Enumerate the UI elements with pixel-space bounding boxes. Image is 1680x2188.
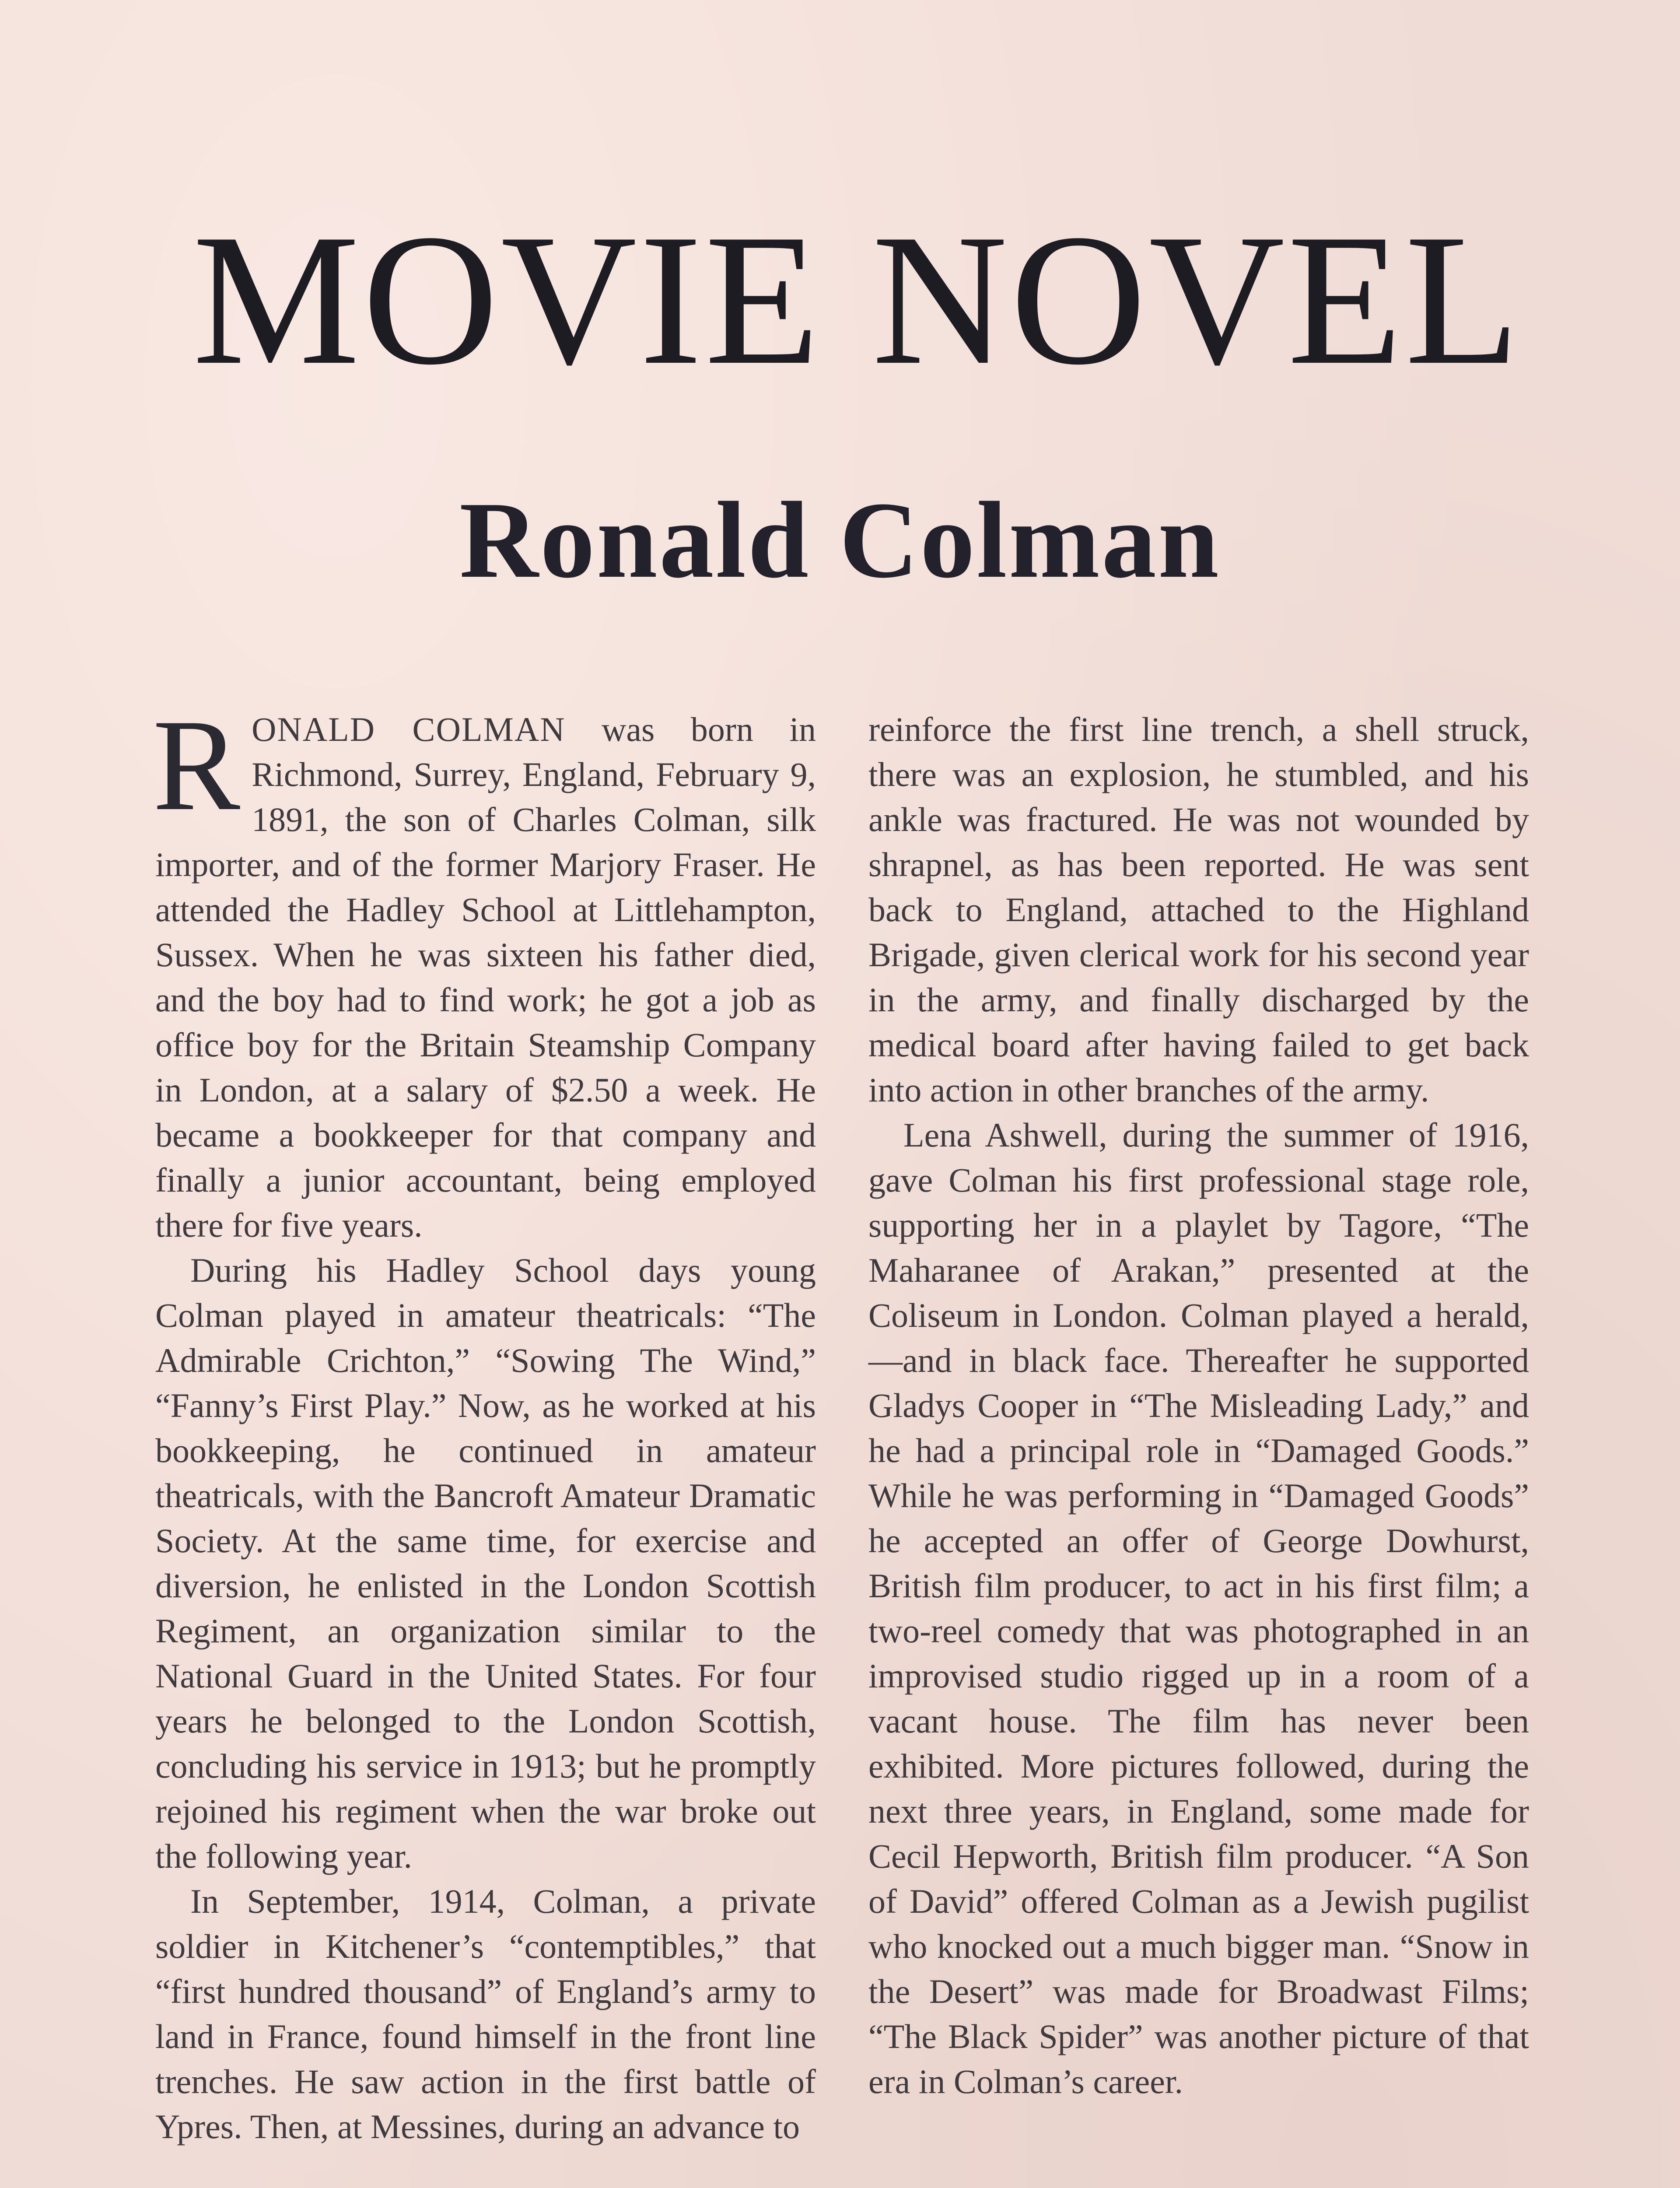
paragraph-1-text: was born in Richmond, Surrey, England, February 9, 1891, the son of Charles Colman, silk importer, and of the former Marjory Fraser. He attended the Hadley School at Littlehampton, Sussex. When he was sixteen his father died, and the boy had to find work; he got a job as office boy for the Britain Steamship Company in London, at a salary of $2.50 a week. He became a bookkeeper for that company and finally a junior accountant, being employed there for five years. — [155, 710, 816, 1244]
paragraph-3: In September, 1914, Colman, a private soldier in Kitchener’s “contemptibles,” that “first hundred thousand” of England’s army to land in France, found himself in the front line trenches. He saw action in the first battle of Ypres. Then, at Messines, during an advance to — [155, 1882, 816, 2146]
page-title: MOVIE NOVEL — [192, 196, 1522, 404]
drop-cap: R — [153, 692, 241, 838]
paragraph-5: Lena Ashwell, during the summer of 1916, gave Colman his first professional stage role, supporting her in a playlet by Tagore, “The Maharanee of Arakan,” presented at the Coliseum in London. Colman played a herald,—and in black face. Thereafter he supported Gladys Cooper in “The Misleading Lady,” and he had a principal role in “Damaged Goods.” While he was performing in “Damaged Goods” he accepted an offer of George Dowhurst, British film producer, to act in his first film; a two-reel comedy that was photographed in an improvised studio rigged up in a room of a vacant house. The film has never been exhibited. More pictures followed, during the next three years, in England, some made for Cecil Hepworth, British film producer. “A Son of David” offered Colman as a Jewish pugilist who knocked out a much bigger man. “Snow in the Desert” was made for Broadwast Films; “The Black Spider” was another picture of that era in Colman’s career. — [868, 1116, 1529, 2100]
right-column — [868, 707, 1529, 2104]
paragraph-2: During his Hadley School days young Colman played in amateur theatricals: “The Admirable Crichton,” “Sowing The Wind,” “Fanny’s First Play.” Now, as he worked at his bookkeeping, he continued in amateur theatricals, with the Bancroft Amateur Dramatic Society. At the same time, for exercise and diversion, he enlisted in the London Scottish Regiment, an organization similar to the National Guard in the United States. For four years he belonged to the London Scottish, concluding his service in 1913; but he promptly rejoined his regiment when the war broke out the following year. — [155, 1251, 816, 1875]
left-column — [153, 692, 816, 2149]
lead-caps: ONALD COLMAN — [252, 710, 566, 748]
paragraph-1 — [153, 692, 816, 1248]
paragraph-4: reinforce the first line trench, a shell struck, there was an explosion, he stumbled, and his ankle was fractured. He was not wounded by shrapnel, as has been reported. He was sent back to England, attached to the Highland Brigade, given clerical work for his second year in the army, and finally discharged by the medical board after having failed to get back into action in other branches of the army. — [868, 710, 1529, 1109]
article-subtitle: Ronald Colman — [459, 480, 1221, 601]
